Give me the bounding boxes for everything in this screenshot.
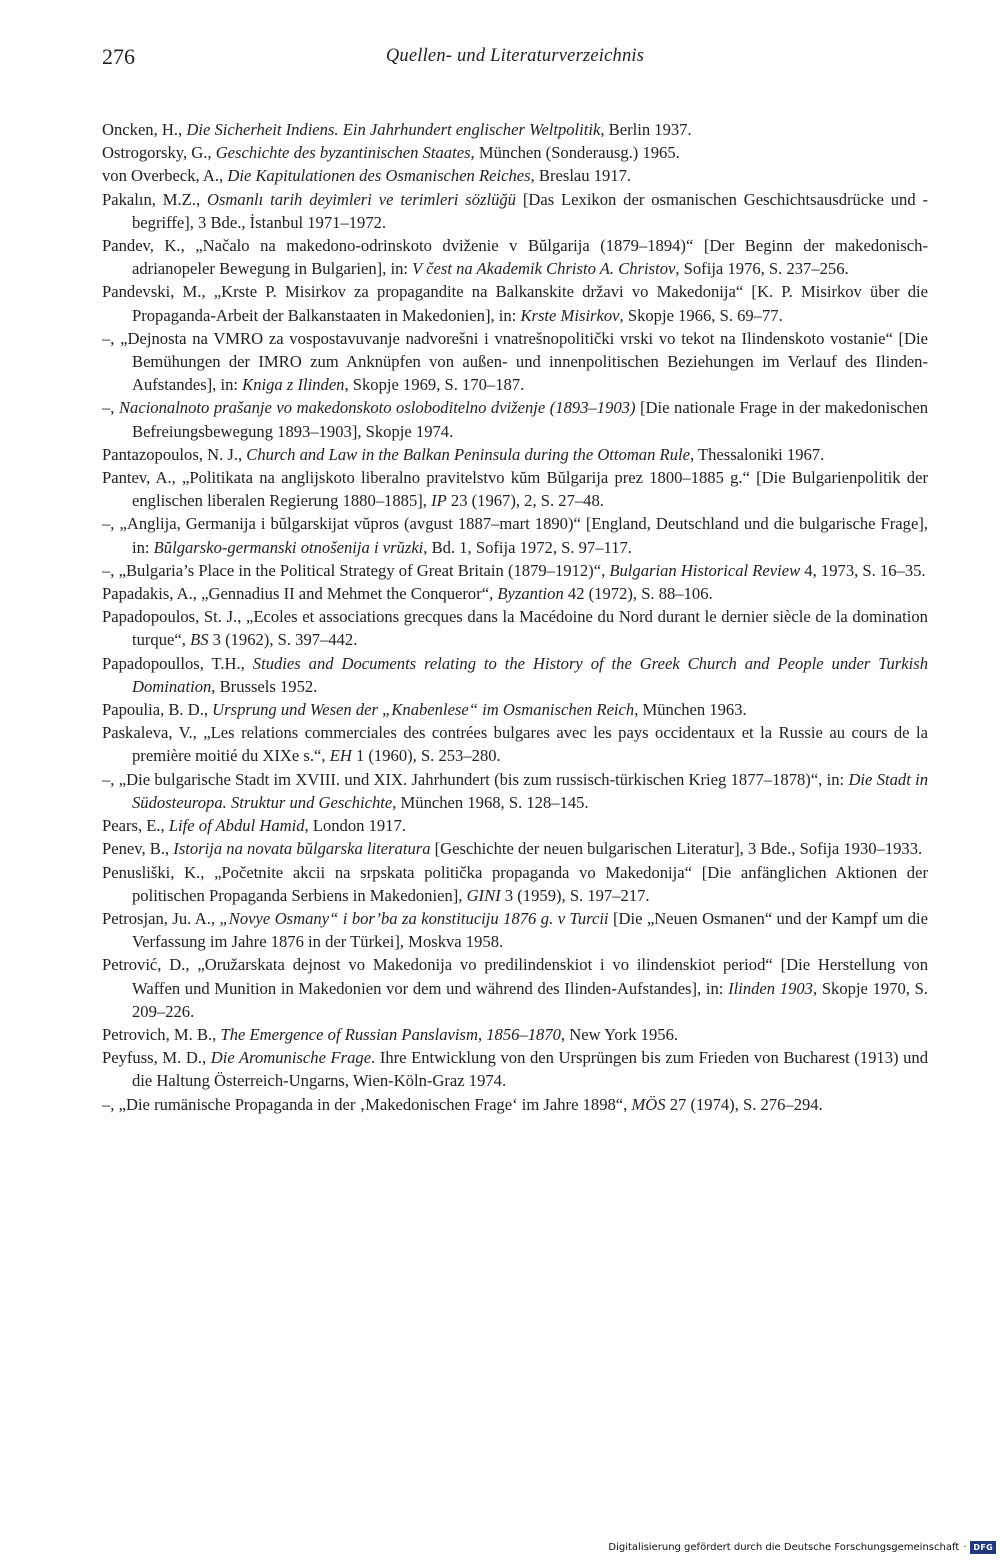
bibliography-entry — [102, 327, 928, 397]
entry-author: von Overbeck, A., — [102, 166, 228, 186]
bibliography-entry — [102, 466, 928, 512]
entry-title: Studies and Documents relating to the History of the Greek Church and People under Turkish Domination — [132, 653, 928, 696]
bibliography-entry — [102, 234, 928, 280]
entry-title: Life of Abdul Hamid — [168, 816, 305, 836]
bibliography-entry — [102, 559, 928, 582]
entry-text: 23 (1967), 2, S. 27–48. — [446, 491, 604, 511]
entry-author: Ostrogorsky, G., — [102, 143, 216, 163]
entry-title: Bulgarian Historical Review — [609, 560, 801, 580]
entry-author: Pandev, K., — [102, 236, 196, 256]
entry-text: „Die rumänische Propaganda in der ‚Makedonischen Frage‘ im Jahre 1898“, — [118, 1094, 632, 1114]
entry-title: Krste Misirkov — [520, 305, 620, 325]
entry-author: Pakalın, M.Z., — [102, 189, 207, 209]
bibliography-entry — [102, 652, 928, 698]
entry-text: , Skopje 1969, S. 170–187. — [344, 375, 525, 395]
entry-author: –, — [102, 398, 119, 418]
bibliography-entry — [102, 814, 928, 837]
entry-title: EH — [329, 746, 352, 766]
page-header — [102, 44, 928, 76]
entry-author: –, — [102, 769, 119, 789]
bibliography-entry — [102, 280, 928, 326]
entry-title: Bŭlgarsko-germanski otnošenija i vrŭzki — [153, 537, 424, 557]
entry-author: Papadopoulos, St. J., — [102, 607, 247, 627]
entry-text: „Početnite akcii na srpskata politička propaganda vo Makedonija“ [Die anfänglichen Aktionen der politischen Propaganda Serbiens in Makedonien], — [132, 862, 928, 905]
entry-text: , Breslau 1917. — [530, 166, 632, 186]
entry-text: . Ihre Entwicklung von den Ursprüngen bis zum Frieden von Bucharest (1913) und die Haltung Österreich-Ungarns, Wien-Köln-Graz 1974. — [132, 1048, 928, 1091]
bibliography-entry — [102, 582, 928, 605]
entry-author: Penev, B., — [102, 839, 174, 859]
entry-text: [Die „Neuen Osmanen“ und der Kampf um die Verfassung im Jahre 1876 in der Türkei], Moskva 1958. — [132, 908, 929, 952]
entry-author: –, — [102, 328, 121, 348]
bibliography-entry — [102, 118, 928, 141]
entry-author: Papadopoullos, T.H., — [102, 653, 253, 673]
entry-text: , New York 1956. — [560, 1024, 679, 1044]
entry-title: Die Stadt in Südosteuropa. Struktur und Geschichte — [132, 769, 929, 812]
bibliography-entry — [102, 605, 928, 651]
entry-title: GINI — [466, 885, 501, 905]
entry-author: –, — [102, 560, 119, 580]
bibliography-entry — [102, 698, 928, 721]
entry-title: Ursprung und Wesen der „Knabenlese“ im Osmanischen Reich — [212, 700, 635, 720]
entry-text: 4, 1973, S. 16–35. — [800, 560, 926, 580]
entry-text: , London 1917. — [304, 816, 406, 836]
entry-text: München (Sonderausg.) 1965. — [474, 143, 680, 163]
entry-title: V čest na Akademik Christo A. Christov — [412, 259, 676, 279]
entry-text: 27 (1974), S. 276–294. — [665, 1094, 823, 1114]
bibliography-entry — [102, 164, 928, 187]
entry-text: „Gennadius II and Mehmet the Conqueror“, — [201, 584, 498, 604]
entry-author: Oncken, H., — [102, 120, 187, 139]
entry-text: „Bulgaria’s Place in the Political Strategy of Great Britain (1879–1912)“, — [118, 560, 610, 580]
entry-text: „Les relations commerciales des contrées bulgares avec les pays occidentaux et la Russie au cours de la première moitié du XIXe s.“, — [132, 723, 928, 766]
entry-title: Church and Law in the Balkan Peninsula during the Ottoman Rule — [246, 444, 690, 464]
digitization-footer — [608, 1539, 996, 1555]
entry-title: Osmanlı tarih deyimleri ve terimleri sözlüğü — [206, 189, 516, 209]
entry-author: Papoulia, B. D., — [102, 700, 213, 720]
entry-author: Penusliški, K., — [102, 862, 215, 882]
entry-title: Die Aromunische Frage — [210, 1048, 372, 1068]
entry-title: Die Sicherheit Indiens. Ein Jahrhundert englischer Weltpolitik — [186, 120, 601, 139]
entry-title: The Emergence of Russian Panslavism, 1856–1870 — [220, 1024, 561, 1044]
entry-text: 1 (1960), S. 253–280. — [351, 746, 501, 766]
entry-text: 3 (1962), S. 397–442. — [208, 630, 358, 650]
bibliography-list — [102, 118, 928, 1116]
bibliography-entry — [102, 837, 928, 860]
bibliography-entry — [102, 768, 928, 814]
bibliography-entry — [102, 1023, 928, 1046]
bibliography-entry — [102, 953, 928, 1023]
entry-text: 3 (1959), S. 197–217. — [500, 885, 650, 905]
entry-text: „Anglija, Germanija i bŭlgarskijat vŭpros (avgust 1887–mart 1890)“ [England, Deutschland und die bulgarische Frage], in: — [119, 514, 928, 557]
bibliography-entry — [102, 443, 928, 466]
footer-separator: · — [963, 1541, 967, 1553]
bibliography-entry — [102, 396, 928, 442]
entry-author: Pandevski, M., — [102, 282, 214, 302]
bibliography-entry — [102, 1093, 928, 1116]
entry-text: , Skopje 1966, S. 69–77. — [619, 305, 783, 325]
entry-title: Nacionalnoto prašanje vo makedonskoto osloboditelno dviženje (1893–1903) — [118, 398, 636, 418]
entry-text: , Brussels 1952. — [211, 676, 318, 696]
entry-text: „Die bulgarische Stadt im XVIII. und XIX. Jahrhundert (bis zum russisch-türkischen Krieg 1877–1878)“, in: — [118, 769, 849, 789]
entry-text: [Geschichte der neuen bulgarischen Literatur], 3 Bde., Sofija 1930–1933. — [430, 839, 923, 859]
bibliography-entry — [102, 721, 928, 767]
entry-text: , München 1968, S. 128–145. — [392, 792, 589, 812]
entry-title: BS — [190, 630, 209, 650]
dfg-logo-icon: DFG — [970, 1541, 996, 1554]
entry-text: „Ecoles et associations grecques dans la Macédoine du Nord durant le dernier siècle de la domination turque“, — [132, 607, 928, 650]
entry-title: Kniga z Ilinden — [242, 375, 345, 395]
entry-author: Pantazopoulos, N. J., — [102, 444, 247, 464]
bibliography-entry — [102, 512, 928, 558]
entry-author: Pantev, A., — [102, 468, 183, 488]
entry-text: „Načalo na makedono-odrinskoto dviženie v Bŭlgarija (1879–1894)“ [Der Beginn der makedonisch-adrianopeler Bewegung in Bulgarien], in: — [132, 236, 928, 279]
entry-text: , Sofija 1976, S. 237–256. — [675, 259, 849, 279]
entry-text: [Die nationale Frage in der makedonischen Befreiungsbewegung 1893–1903], Skopje 1974. — [132, 398, 929, 441]
entry-title: Byzantion — [497, 584, 564, 604]
bibliography-entry — [102, 141, 928, 164]
entry-author: Papadakis, A., — [102, 584, 202, 604]
entry-author: Petrović, D., — [102, 955, 198, 975]
entry-text: „Oružarskata dejnost vo Makedonija vo predilindenskiot i vo ilindenskiot period“ [Die Herstellung von Waffen und Munition in Makedonien vor dem und während des Ilinden-Aufstandes], in: — [132, 955, 928, 998]
entry-title: „Novye Osmany“ i bor’ba za konstituciju 1876 g. v Turcii — [219, 908, 609, 928]
entry-text: „Krste P. Misirkov za propagandite na Balkanskite državi vo Makedonija“ [K. P. Misirkov über die Propaganda-Arbeit der Balkanstaaten in Makedonien], in: — [132, 282, 928, 325]
entry-text: , München 1963. — [634, 700, 747, 720]
entry-author: Peyfuss, M. D., — [102, 1048, 211, 1068]
entry-author: –, — [102, 1094, 119, 1114]
entry-title: MÖS — [631, 1094, 666, 1114]
entry-author: Paskaleva, V., — [102, 723, 204, 743]
entry-author: Petrovich, M. B., — [102, 1024, 221, 1044]
entry-title: Die Kapitulationen des Osmanischen Reiches — [227, 166, 531, 186]
entry-text: , Thessaloniki 1967. — [689, 444, 825, 464]
bibliography-entry — [102, 861, 928, 907]
entry-text: 42 (1972), S. 88–106. — [563, 584, 713, 604]
entry-text: „Politikata na anglijskoto liberalno pravitelstvo kŭm Bŭlgarija prez 1800–1885 g.“ [Die Bulgarienpolitik der englischen liberalen Regierung 1880–1885], — [132, 468, 928, 511]
entry-author: Petrosjan, Ju. A., — [102, 908, 220, 928]
entry-text: [Das Lexikon der osmanischen Geschichtsausdrücke und -begriffe], 3 Bde., İstanbul 1971–1972. — [132, 189, 928, 232]
running-title: Quellen- und Literaturverzeichnis — [385, 46, 645, 66]
entry-title: Geschichte des byzantinischen Staates, — [215, 143, 475, 163]
page-number: 276 — [102, 44, 135, 69]
entry-text: , Bd. 1, Sofija 1972, S. 97–117. — [423, 537, 632, 557]
entry-title: Ilinden 1903 — [728, 978, 813, 998]
entry-text: , Skopje 1970, S. 209–226. — [132, 978, 929, 1021]
bibliography-entry — [102, 1046, 928, 1092]
entry-author: –, — [102, 514, 120, 534]
bibliography-entry — [102, 188, 928, 234]
footer-text: Digitalisierung gefördert durch die Deutsche Forschungsgemeinschaft — [608, 1541, 960, 1553]
entry-text: , Berlin 1937. — [600, 120, 692, 139]
entry-title: Istorija na novata bŭlgarska literatura — [173, 839, 431, 859]
entry-text: „Dejnosta na VMRO za vospostavuvanje nadvorešni i vnatrešnopolitički vrski vo tekot na Ilindenskoto vostanie“ [Die Bemühungen der IMRO zum Anknüpfen von außen- und innenpolitischen Beziehungen im Verlauf des Ilinden-Aufstandes], in: — [120, 328, 929, 395]
bibliography-entry — [102, 907, 928, 953]
entry-author: Pears, E., — [102, 816, 169, 836]
entry-title: IP — [431, 491, 447, 511]
